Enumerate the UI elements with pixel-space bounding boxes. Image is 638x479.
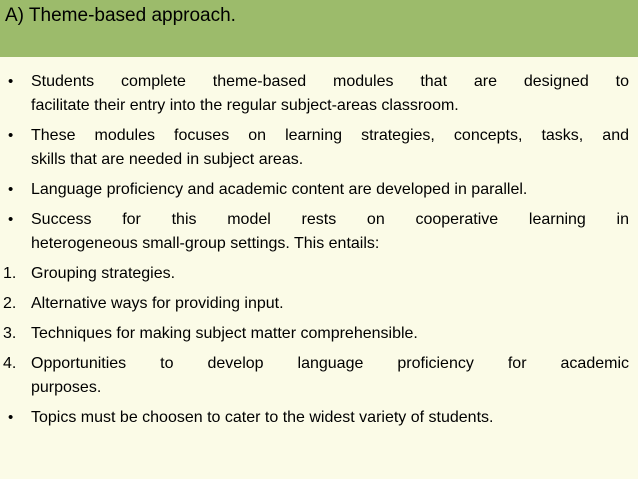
number-marker: 4. bbox=[3, 355, 17, 372]
bullet-marker: • bbox=[8, 181, 14, 198]
numbered-item bbox=[0, 352, 638, 400]
slide-body bbox=[0, 70, 638, 436]
title-bar bbox=[0, 0, 638, 57]
bullet-text bbox=[31, 208, 629, 256]
bullet-text bbox=[31, 70, 629, 118]
numbered-text bbox=[31, 352, 629, 400]
bullet-item bbox=[0, 124, 638, 172]
bullet-line: Success for this model rests on cooperative learning in bbox=[31, 211, 629, 228]
bullet-line: Students complete theme-based modules that are designed to bbox=[31, 73, 629, 90]
number-marker: 2. bbox=[3, 295, 17, 312]
numbered-line: Opportunities to develop language proficiency for academic bbox=[31, 355, 629, 372]
bullet-item bbox=[0, 178, 638, 202]
bullet-item bbox=[0, 406, 638, 430]
bullet-line: heterogeneous small-group settings. This entails: bbox=[31, 235, 380, 252]
numbered-item bbox=[0, 322, 638, 346]
bullet-item bbox=[0, 70, 638, 118]
numbered-text: Grouping strategies. bbox=[31, 265, 176, 282]
bullet-marker: • bbox=[8, 211, 14, 228]
bullet-line: These modules focuses on learning strategies, concepts, tasks, and bbox=[31, 127, 629, 144]
numbered-item bbox=[0, 262, 638, 286]
numbered-item bbox=[0, 292, 638, 316]
bullet-marker: • bbox=[8, 127, 14, 144]
slide-title: A) Theme-based approach. bbox=[5, 5, 236, 26]
bullet-text: Topics must be choosen to cater to the widest variety of students. bbox=[31, 409, 494, 426]
bullet-marker: • bbox=[8, 73, 14, 90]
bullet-text bbox=[31, 124, 629, 172]
number-marker: 3. bbox=[3, 325, 17, 342]
bullet-marker: • bbox=[8, 409, 14, 426]
numbered-text: Techniques for making subject matter comprehensible. bbox=[31, 325, 418, 342]
numbered-line: purposes. bbox=[31, 379, 102, 396]
bullet-text bbox=[31, 178, 629, 202]
bullet-line: facilitate their entry into the regular subject-areas classroom. bbox=[31, 97, 459, 114]
bullet-line: skills that are needed in subject areas. bbox=[31, 151, 304, 168]
number-marker: 1. bbox=[3, 265, 17, 282]
bullet-line: Language proficiency and academic content are developed in parallel. bbox=[31, 181, 528, 198]
bullet-item bbox=[0, 208, 638, 256]
numbered-text: Alternative ways for providing input. bbox=[31, 295, 284, 312]
